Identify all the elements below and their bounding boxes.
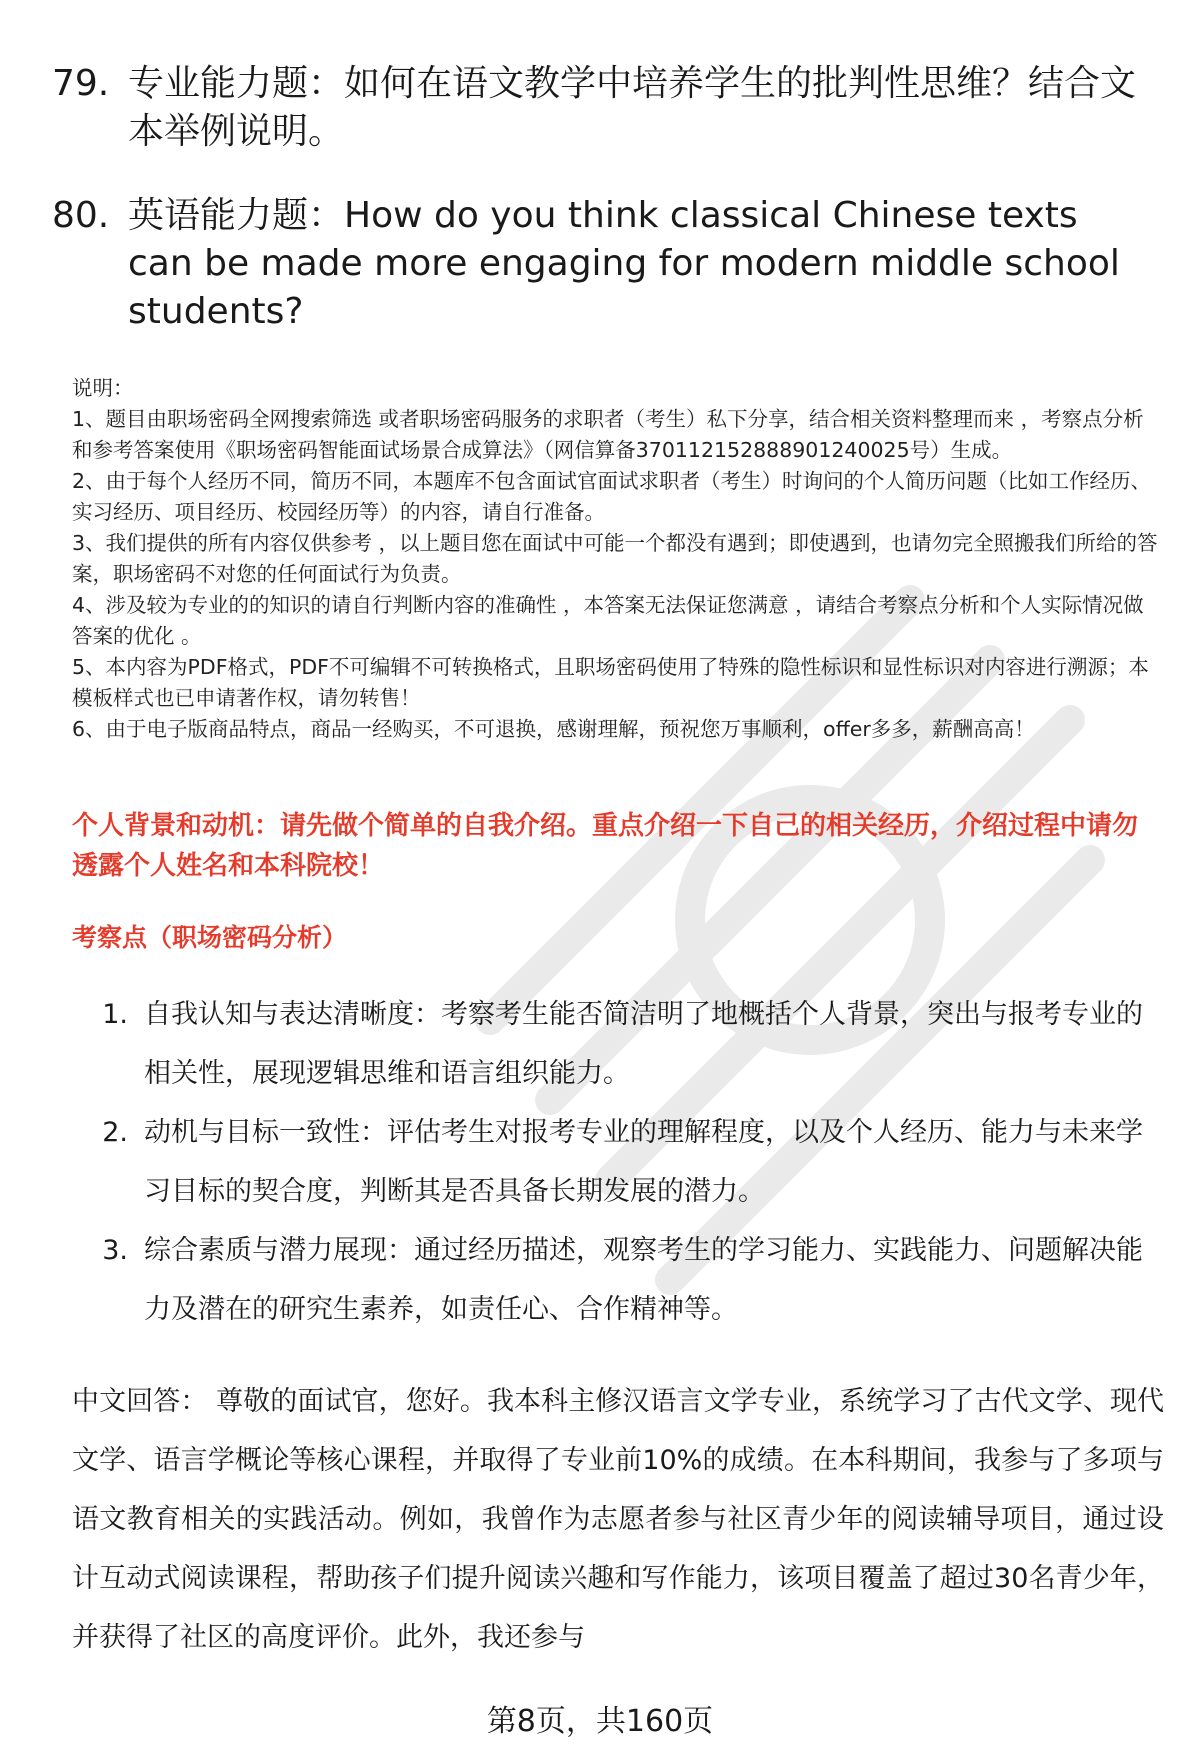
list-item — [72, 1103, 1162, 1221]
list-item-number: 2. — [102, 1117, 128, 1148]
note-item: 6、由于电子版商品特点，商品一经购买，不可退换，感谢理解，预祝您万事顺利，offer多多，薪酬高高！ — [72, 717, 1035, 741]
note-item: 5、本内容为PDF格式，PDF不可编辑不可转换格式，且职场密码使用了特殊的隐性标识和显性标识对内容进行溯源；本模板样式也已申请著作权，请勿转售！ — [72, 655, 1149, 710]
list-item-text: 自我认知与表达清晰度：考察考生能否简洁明了地概括个人背景，突出与报考专业的相关性，展现逻辑思维和语言组织能力。 — [144, 999, 1143, 1089]
list-item-number: 3. — [102, 1235, 128, 1266]
chinese-answer: 中文回答： 尊敬的面试官，您好。我本科主修汉语言文学专业，系统学习了古代文学、现代文学、语言学概论等核心课程，并取得了专业前10%的成绩。在本科期间，我参与了多项与语文教育相关的实践活动。例如，我曾作为志愿者参与社区青少年的阅读辅导项目，通过设计互动式阅读课程，帮助孩子们提升阅读兴趣和写作能力，该项目覆盖了超过30名青少年，并获得了社区的高度评价。此外，我还参与 — [72, 1386, 1164, 1653]
list-item — [72, 1221, 1162, 1339]
list-item-text: 综合素质与潜力展现：通过经历描述，观察考生的学习能力、实践能力、问题解决能力及潜在的研究生素养，如责任心、合作精神等。 — [144, 1235, 1143, 1325]
question-79 — [52, 60, 1152, 156]
background-question: 个人背景和动机：请先做个简单的自我介绍。重点介绍一下自己的相关经历，介绍过程中请勿透露个人姓名和本科院校！ — [72, 811, 1139, 881]
question-80 — [52, 192, 1152, 336]
note-item: 1、题目由职场密码全网搜索筛选 或者职场密码服务的求职者（考生）私下分享，结合相关资料整理而来 ，考察点分析和参考答案使用《职场密码智能面试场景合成算法》（网信算备370112152888901240025号）生成。 — [72, 407, 1144, 462]
note-item: 3、我们提供的所有内容仅供参考 ，以上题目您在面试中可能一个都没有遇到；即使遇到，也请勿完全照搬我们所给的答案，职场密码不对您的任何面试行为负责。 — [72, 531, 1158, 586]
list-item-number: 1. — [102, 999, 128, 1030]
page-footer: 第8页，共160页 — [486, 1704, 714, 1739]
notes-title: 说明： — [72, 376, 134, 400]
list-item — [72, 985, 1162, 1103]
key-points-list — [72, 985, 1162, 1339]
note-item: 2、由于每个人经历不同，简历不同，本题库不包含面试官面试求职者（考生）时询问的个人简历问题（比如工作经历、实习经历、项目经历、校园经历等）的内容，请自行准备。 — [72, 469, 1152, 524]
notes-section — [72, 373, 1162, 745]
question-number: 80. — [52, 195, 110, 236]
list-item-text: 动机与目标一致性：评估考生对报考专业的理解程度，以及个人经历、能力与未来学习目标的契合度，判断其是否具备长期发展的潜力。 — [144, 1117, 1143, 1207]
question-text: 专业能力题：如何在语文教学中培养学生的批判性思维？结合文本举例说明。 — [128, 63, 1137, 152]
question-number: 79. — [52, 63, 110, 104]
question-text: 英语能力题：How do you think classical Chinese texts can be made more engaging for modern middle school students? — [128, 195, 1120, 332]
note-item: 4、涉及较为专业的的知识的请自行判断内容的准确性 ，本答案无法保证您满意 ，请结合考察点分析和个人实际情况做答案的优化 。 — [72, 593, 1144, 648]
key-points-heading: 考察点（职场密码分析） — [72, 923, 348, 952]
